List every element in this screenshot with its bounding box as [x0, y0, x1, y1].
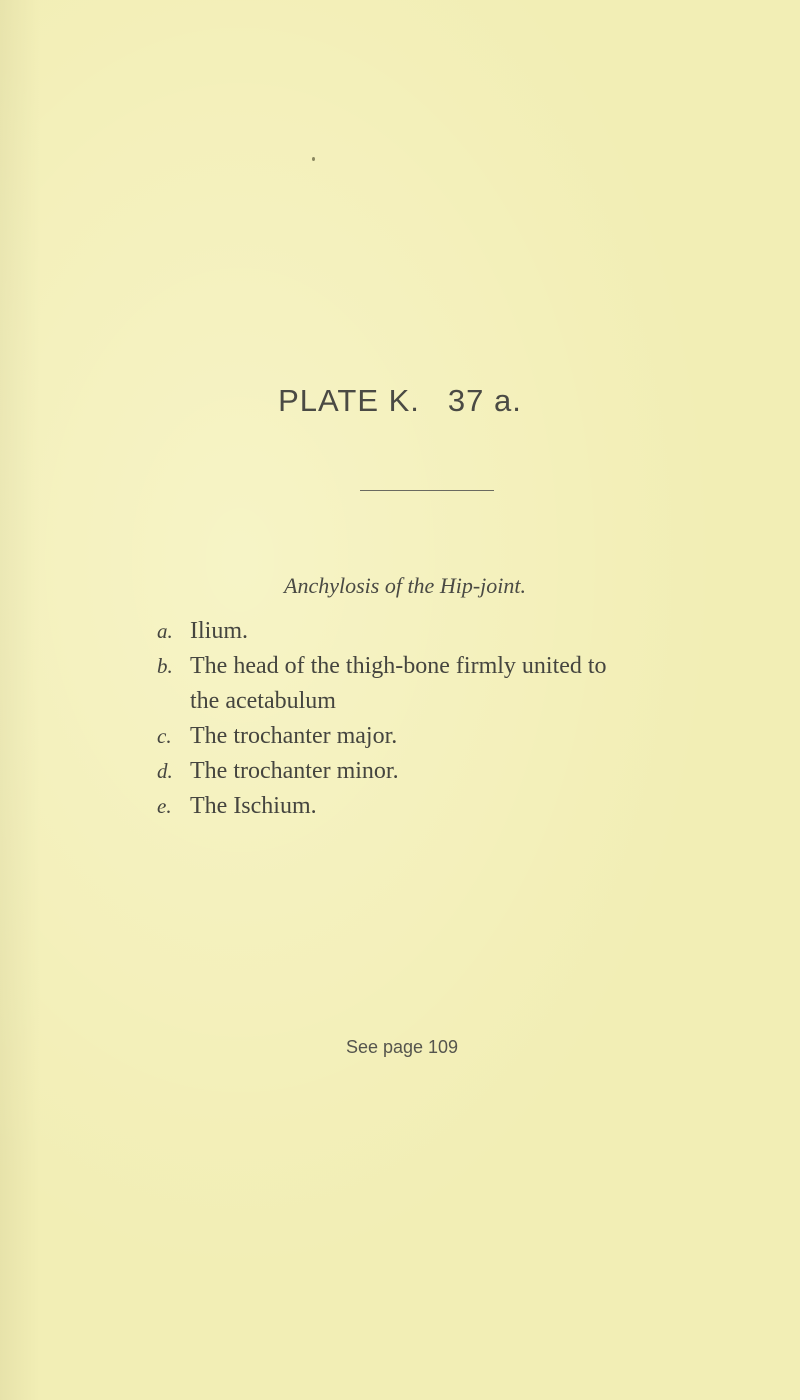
legend-text: The trochanter minor.	[190, 758, 399, 784]
legend-item-c	[157, 719, 777, 754]
paper-speck	[312, 157, 315, 161]
legend-text: Ilium.	[190, 618, 248, 644]
legend-letter: b.	[157, 654, 173, 678]
legend-letter: e.	[157, 794, 172, 818]
legend-letter: d.	[157, 759, 173, 783]
legend-list	[157, 614, 777, 824]
plate-label: PLATE K.	[278, 383, 420, 418]
legend-item-b	[157, 649, 777, 719]
legend-item-a	[157, 614, 777, 649]
legend-letter: a.	[157, 619, 173, 643]
legend-text: The Ischium.	[190, 793, 317, 819]
legend-text-continuation: the acetabulum	[190, 688, 336, 714]
legend-text: The trochanter major.	[190, 723, 398, 749]
legend-item-e	[157, 789, 777, 824]
legend-text: The head of the thigh-bone firmly united to	[190, 653, 607, 679]
plate-number: 37 a.	[447, 383, 522, 418]
divider-rule	[360, 490, 494, 491]
legend-letter: c.	[157, 724, 172, 748]
plate-caption: Anchylosis of the Hip-joint.	[284, 573, 526, 598]
legend-item-d	[157, 754, 777, 789]
page-reference: See page 109	[345, 1037, 459, 1057]
plate-title	[0, 383, 800, 419]
